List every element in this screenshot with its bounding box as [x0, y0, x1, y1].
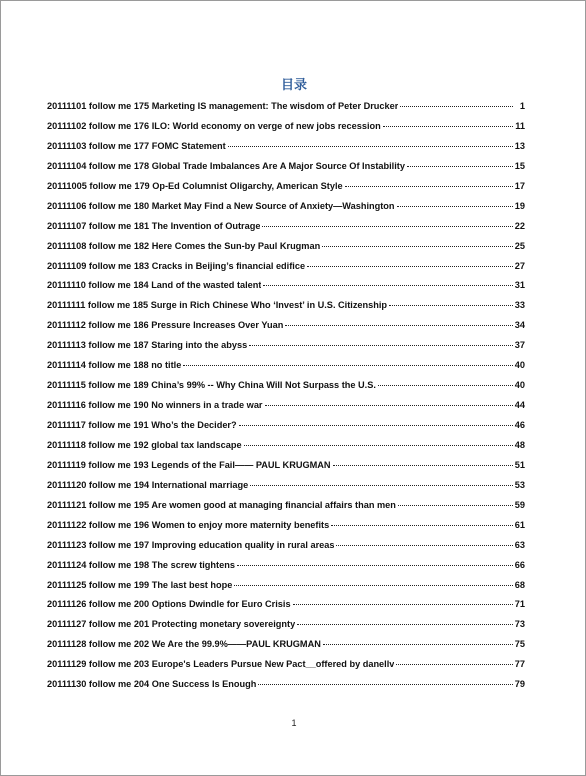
- toc-entry-title: 20111110 follow me 184 Land of the wasted talent: [47, 280, 262, 291]
- toc-entry[interactable]: [47, 237, 525, 257]
- toc-entry-title: 20111119 follow me 193 Legends of the Fail—— PAUL KRUGMAN: [47, 459, 331, 470]
- toc-entry[interactable]: [47, 296, 525, 316]
- toc-title: 目录: [280, 78, 307, 93]
- toc-entry[interactable]: [47, 276, 525, 296]
- toc-entry-title: 20111121 follow me 195 Are women good at managing financial affairs than men: [47, 499, 396, 510]
- toc-entry-title: 20111129 follow me 203 Europe's Leaders Pursue New Pact__offered by danellv: [47, 659, 395, 670]
- toc-entry-page: 59: [514, 499, 525, 510]
- toc-entry[interactable]: [47, 595, 525, 615]
- toc-entry[interactable]: [47, 416, 525, 436]
- toc-entry-title: 20111112 follow me 186 Pressure Increases Over Yuan: [47, 320, 284, 331]
- toc-entry[interactable]: [47, 576, 525, 596]
- toc-entry-title: 20111103 follow me 177 FOMC Statement: [47, 140, 226, 151]
- toc-entry[interactable]: [47, 615, 525, 635]
- toc-entry-title: 20111115 follow me 189 China’s 99% -- Why China Will Not Surpass the U.S.: [47, 380, 376, 391]
- toc-entry[interactable]: [47, 516, 525, 536]
- toc-entry[interactable]: [47, 655, 525, 675]
- toc-entry-page: 51: [514, 459, 525, 470]
- toc-entry-title: 20111118 follow me 192 global tax landscape: [47, 439, 242, 450]
- toc-entry[interactable]: [47, 197, 525, 217]
- toc-entry-page: 34: [514, 320, 525, 331]
- toc-entry-page: 13: [514, 140, 525, 151]
- toc-entry[interactable]: [47, 456, 525, 476]
- toc-entry-title: 20111117 follow me 191 Who’s the Decider?: [47, 420, 237, 430]
- toc-entry-title: 20111104 follow me 178 Global Trade Imbalances Are A Major Source Of Instability: [47, 160, 405, 171]
- toc-dot-leader: [297, 624, 513, 625]
- toc-entry-title: 20111108 follow me 182 Here Comes the Sun-by Paul Krugman: [47, 240, 321, 251]
- toc-entry-page: 44: [514, 400, 525, 411]
- toc-entry-page: 75: [514, 639, 525, 650]
- toc-entry-title: 20111116 follow me 190 No winners in a trade war: [47, 400, 263, 411]
- toc-entry-page: 25: [514, 240, 525, 251]
- page-number: 1: [291, 718, 297, 728]
- toc-dot-leader: [407, 166, 513, 167]
- toc-dot-leader: [333, 465, 513, 466]
- toc-dot-leader: [398, 505, 513, 506]
- toc-dot-leader: [336, 545, 512, 546]
- toc-entry-title: 20111113 follow me 187 Staring into the abyss: [47, 340, 248, 351]
- toc-entry-page: 53: [514, 479, 525, 490]
- toc-entry-title: 20111107 follow me 181 The Invention of Outrage: [47, 220, 261, 231]
- toc-entry-page: 33: [514, 300, 525, 311]
- toc-dot-leader: [389, 305, 513, 306]
- toc-entry-title: 20111128 follow me 202 We Are the 99.9%——PAUL KRUGMAN: [47, 639, 321, 650]
- toc-entry[interactable]: [47, 635, 525, 655]
- toc-entry[interactable]: [47, 376, 525, 396]
- toc-dot-leader: [285, 325, 512, 326]
- toc-entry-title: 20111114 follow me 188 no title: [47, 360, 182, 371]
- toc-entry[interactable]: [47, 177, 525, 197]
- toc-entry[interactable]: [47, 97, 525, 117]
- toc-entry[interactable]: [47, 396, 525, 416]
- toc-entry-page: 61: [514, 519, 525, 530]
- toc-dot-leader: [307, 266, 513, 267]
- toc-dot-leader: [400, 106, 513, 107]
- toc-dot-leader: [378, 385, 513, 386]
- toc-entry-page: 63: [514, 539, 525, 550]
- toc-entry[interactable]: [47, 556, 525, 576]
- toc-entry[interactable]: [47, 217, 525, 237]
- toc-entry-page: 37: [514, 340, 525, 351]
- toc-entry[interactable]: [47, 356, 525, 376]
- toc-entry[interactable]: [47, 496, 525, 516]
- toc-entry-page: 15: [514, 160, 525, 171]
- toc-dot-leader: [323, 644, 513, 645]
- toc-dot-leader: [322, 246, 513, 247]
- toc-entry[interactable]: [47, 675, 525, 695]
- toc-entry[interactable]: [47, 137, 525, 157]
- toc-entry[interactable]: [47, 316, 525, 336]
- toc-entry[interactable]: [47, 157, 525, 177]
- toc-entry-page: 40: [514, 360, 525, 371]
- toc-dot-leader: [383, 126, 513, 127]
- toc-dot-leader: [263, 285, 512, 286]
- toc-entry-title: 20111130 follow me 204 One Success Is Enough: [47, 679, 257, 690]
- toc-dot-leader: [183, 365, 512, 366]
- toc-dot-leader: [331, 525, 513, 526]
- toc-dot-leader: [345, 186, 513, 187]
- toc-dot-leader: [228, 146, 513, 147]
- toc-list: [47, 97, 525, 695]
- toc-entry-title: 20111111 follow me 185 Surge in Rich Chinese Who ‘Invest’ in U.S. Citizenship: [47, 300, 388, 311]
- toc-entry-page: 68: [514, 579, 525, 590]
- toc-entry-page: 71: [514, 599, 525, 610]
- toc-entry[interactable]: [47, 117, 525, 137]
- toc-entry-page: 66: [514, 559, 525, 570]
- toc-dot-leader: [249, 345, 513, 346]
- toc-entry-page: 48: [514, 439, 525, 450]
- toc-dot-leader: [397, 206, 513, 207]
- toc-entry-page: 1: [519, 101, 525, 111]
- toc-entry-title: 20111127 follow me 201 Protecting monetary sovereignty: [47, 619, 296, 630]
- toc-dot-leader: [250, 485, 513, 486]
- toc-dot-leader: [265, 405, 513, 406]
- toc-dot-leader: [237, 565, 513, 566]
- toc-dot-leader: [239, 425, 513, 426]
- toc-dot-leader: [262, 226, 512, 227]
- toc-entry-title: 20111124 follow me 198 The screw tightens: [47, 559, 235, 570]
- toc-entry-page: 77: [514, 659, 525, 670]
- toc-entry[interactable]: [47, 476, 525, 496]
- toc-entry-page: 19: [514, 200, 525, 211]
- toc-dot-leader: [396, 664, 512, 665]
- toc-entry[interactable]: [47, 336, 525, 356]
- toc-entry-page: 40: [514, 380, 525, 391]
- toc-entry-page: 11: [515, 120, 525, 131]
- toc-entry-page: 46: [514, 420, 525, 430]
- toc-dot-leader: [234, 585, 512, 586]
- toc-entry-title: 20111120 follow me 194 International marriage: [47, 479, 249, 490]
- toc-entry-title: 20111122 follow me 196 Women to enjoy more maternity benefits: [47, 519, 330, 530]
- toc-entry-title: 20111123 follow me 197 Improving education quality in rural areas: [47, 539, 335, 550]
- toc-entry-page: 22: [514, 220, 525, 231]
- toc-entry[interactable]: [47, 436, 525, 456]
- toc-entry-title: 20111126 follow me 200 Options Dwindle for Euro Crisis: [47, 599, 291, 610]
- toc-entry-page: 31: [514, 280, 525, 291]
- toc-dot-leader: [258, 684, 512, 685]
- toc-entry-page: 79: [514, 679, 525, 690]
- toc-entry-title: 20111109 follow me 183 Cracks in Beijing’s financial edifice: [47, 260, 306, 271]
- toc-entry-page: 17: [514, 180, 525, 191]
- toc-entry-page: 27: [514, 260, 525, 271]
- toc-entry[interactable]: [47, 536, 525, 556]
- toc-entry-title: 20111005 follow me 179 Op-Ed Columnist Oligarchy, American Style: [47, 180, 343, 191]
- toc-entry-title: 20111102 follow me 176 ILO: World economy on verge of new jobs recession: [47, 120, 381, 131]
- toc-entry-title: 20111101 follow me 175 Marketing IS management: The wisdom of Peter Drucker: [47, 101, 399, 111]
- toc-entry-title: 20111106 follow me 180 Market May Find a New Source of Anxiety—Washington: [47, 200, 395, 211]
- toc-dot-leader: [244, 445, 513, 446]
- toc-entry-page: 73: [514, 619, 525, 630]
- toc-dot-leader: [293, 604, 513, 605]
- toc-entry-title: 20111125 follow me 199 The last best hope: [47, 579, 233, 590]
- toc-entry[interactable]: [47, 257, 525, 277]
